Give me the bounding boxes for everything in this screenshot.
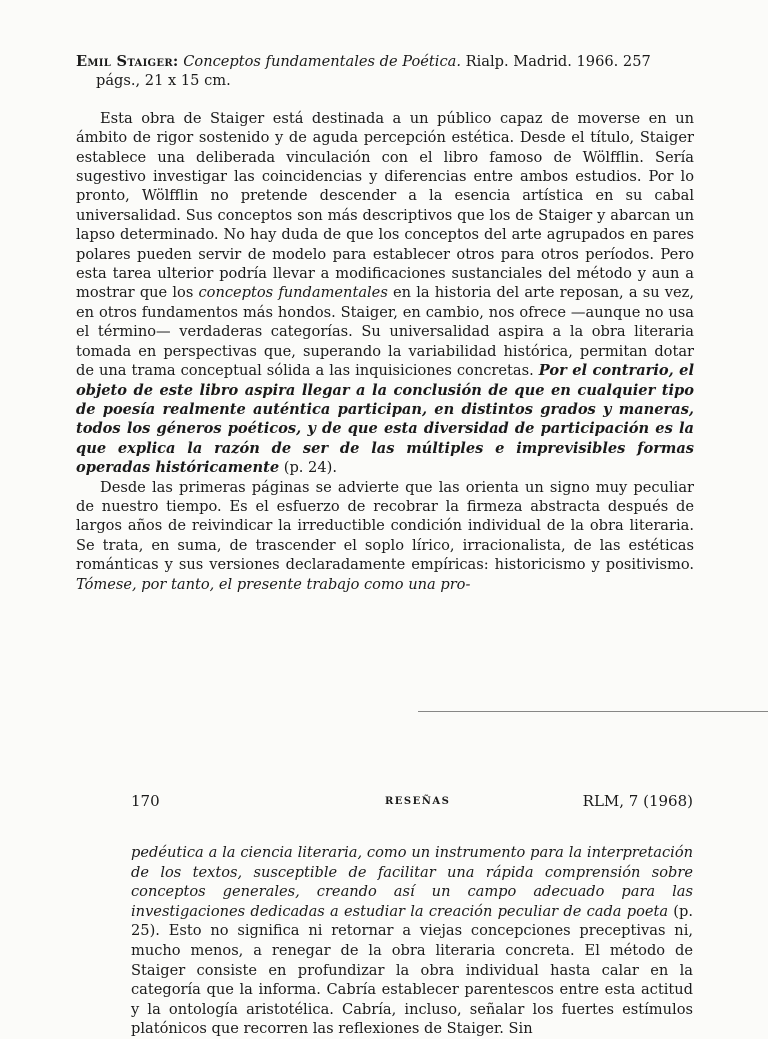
italic-term: conceptos fundamentales [198, 284, 388, 302]
paragraph-text: (p. 25). Esto no significa ni retornar a viejas concepciones preceptivas ni, mucho menos, a renegar de la obra literaria concreta. El método de Staiger consiste en profundizar la obra individual hasta calar en la categoría que la informa. Cabría establecer parentescos entre esta actitud y la ontología aristotélica. Cabría, incluso, señalar los fuertes estímulos platónicos que recorren las reflexiones de Staiger. Sin [131, 902, 693, 1038]
quoted-passage: Por el contrario, el objeto de este libro aspira llegar a la conclusión de que en cualquier tipo de poesía realmente auténtica participan, en distintos grados y maneras, todos los géneros poéticos, y de que esta diversidad de participación es la que explica la razón de ser de las múltiples e imprevisibles formas operadas históricamente [76, 362, 694, 477]
citation-publisher: Rialp. Madrid. 1966. 257 págs., 21 x 15 cm. [96, 53, 651, 90]
review-paragraph-3 [131, 843, 693, 1039]
paragraph-text: en la historia del arte reposan, a su vez, en otros fundamentos más hondos. Staiger, en cambio, nos ofrece —aunque no usa el término— verdaderas categorías. Su universalidad aspira a la obra literaria tomada en perspectivas que, superando la variabilidad histórica, permitan dotar de una trama conceptual sólida a las inquisiciones concretas. [76, 284, 694, 380]
page-top [76, 52, 694, 594]
bibliographic-citation [76, 52, 694, 91]
citation-title: Conceptos fundamentales de Poética. [183, 53, 461, 70]
page-number: 170 [131, 792, 160, 810]
section-title: RESEÑAS [385, 796, 451, 807]
horizontal-rule [418, 711, 768, 712]
italic-passage: pedéutica a la ciencia literaria, como un instrumento para la interpretación de los textos, susceptible de facilitar una rápida comprensión sobre conceptos generales, creando así un campo adecuado para las investigaciones dedicadas a estudiar la creación peculiar de cada poeta [131, 844, 693, 920]
citation-author: Emil Staiger: [76, 53, 179, 70]
page-reference: (p. 24). [279, 459, 337, 477]
paragraph-text: Esta obra de Staiger está destinada a un público capaz de moverse en un ámbito de rigor sostenido y de aguda percepción estética. Desde el título, Staiger establece una deliberada vinculación con el libro famoso de Wölfflin. Sería sugestivo investigar las coincidencias y diferencias entre ambos estudios. Por lo pronto, Wölfflin no pretende descender a la esencia artística en su cabal universalidad. Sus conceptos son más descriptivos que los de Staiger y abarcan un lapso determinado. No hay duda de que los conceptos del arte agrupados en pares polares pueden servir de modelo para establecer otros para otros períodos. Pero esta tarea ulterior podría llevar a modificaciones sustanciales del método y aun a mostrar que los [76, 109, 694, 302]
journal-reference: RLM, 7 (1968) [582, 792, 693, 810]
page-bottom [131, 843, 693, 1039]
italic-passage: Tómese, por tanto, el presente trabajo como una pro- [76, 575, 471, 593]
review-paragraph-1 [76, 109, 694, 478]
review-paragraph-2 [76, 478, 694, 594]
running-head [131, 792, 693, 816]
paragraph-text: Desde las primeras páginas se advierte que las orienta un signo muy peculiar de nuestro tiempo. Es el esfuerzo de recobrar la firmeza abstracta después de largos años de reivindicar la irreductible condición individual de la obra literaria. Se trata, en suma, de trascender el soplo lírico, irracionalista, de las estéticas románticas y sus versiones declaradamente empíricas: historicismo y positivismo. [76, 478, 694, 574]
